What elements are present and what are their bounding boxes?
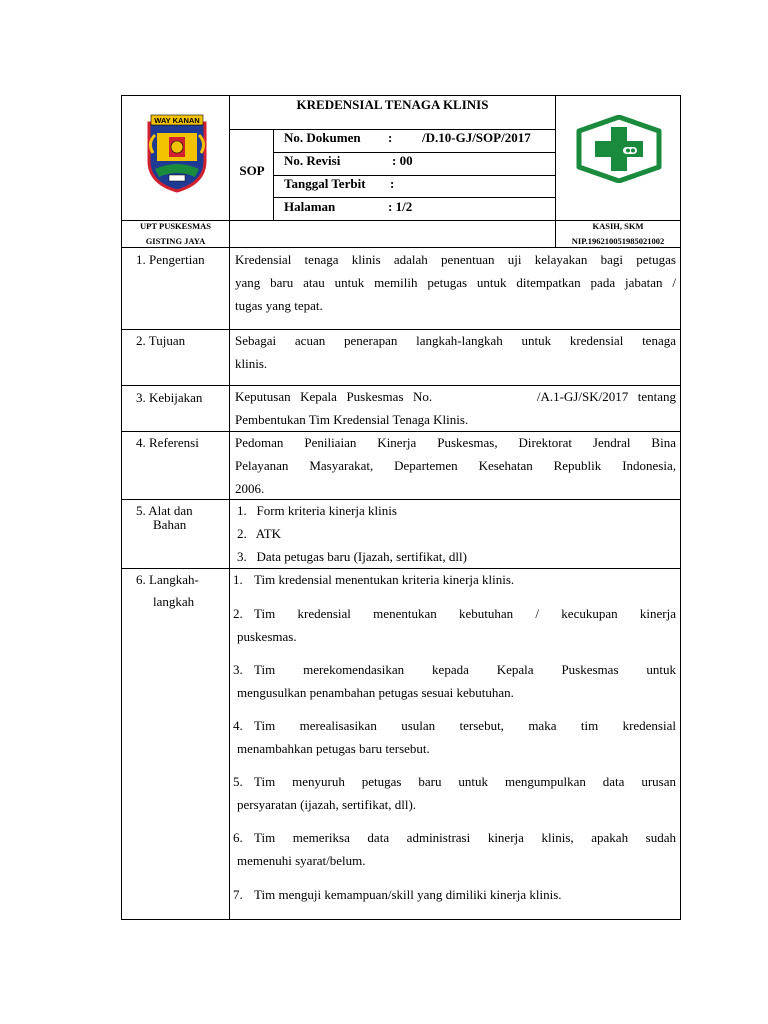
field-value-halaman: : 1/2 — [388, 199, 413, 214]
signatory-nip: NIP.196210051985021002 — [571, 236, 665, 246]
org-name: UPT PUSKESMAS — [140, 221, 211, 231]
section-text-pengertian — [235, 248, 676, 317]
field-value-no-revisi: : 00 — [392, 153, 413, 168]
section-label-kebijakan: 3. Kebijakan — [136, 390, 203, 405]
step-number: 2. — [233, 606, 243, 621]
section-text-tujuan — [235, 329, 676, 375]
text-line: klinis. — [235, 356, 268, 371]
logo-label: WAY KANAN — [154, 116, 200, 125]
step-text-cont: puskesmas. — [237, 629, 297, 644]
step-text — [254, 826, 676, 849]
section-label-alat-cont: Bahan — [153, 517, 187, 532]
field-sep-no-dokumen: : — [388, 130, 393, 145]
field-value-no-dokumen: /D.10-GJ/SOP/2017 — [422, 130, 531, 145]
step-number: 4. — [233, 718, 243, 733]
step-text — [254, 770, 676, 793]
section-label-langkah-cont: langkah — [153, 594, 195, 609]
step-number: 7. — [233, 887, 243, 902]
signatory-name: KASIH, SKM — [592, 221, 644, 231]
text-line: yang baru atau untuk memilih petugas untuk ditempatkan pada jabatan / — [235, 275, 676, 290]
grid-line — [229, 247, 230, 920]
text-line: tugas yang tepat. — [235, 298, 323, 313]
step-text-cont: mengusulkan penambahan petugas sesuai kebutuhan. — [237, 685, 514, 700]
field-sep-tanggal-terbit: : — [390, 176, 395, 191]
step-text-cont: memenuhi syarat/belum. — [237, 853, 366, 868]
step-text — [254, 568, 676, 591]
text-line: Pembentukan Tim Kredensial Tenaga Klinis. — [235, 412, 469, 427]
text-line: 2006. — [235, 481, 265, 496]
text-line: Kredensial tenaga klinis adalah penentuan uji kelayakan bagi petugas — [235, 252, 676, 267]
field-label-no-dokumen: No. Dokumen — [284, 130, 361, 145]
puskesmas-logo — [573, 115, 665, 183]
text-line: Tim merekomendasikan kepada Kepala Puskesmas untuk — [254, 662, 676, 677]
text-line: Pelayanan Masyarakat, Departemen Kesehatan Republik Indonesia, — [235, 458, 676, 473]
text-line: Tim merealisasikan usulan tersebut, maka tim kredensial — [254, 718, 676, 733]
text-line: Keputusan Kepala Puskesmas No. /A.1-GJ/SK/2017 tentang — [235, 389, 676, 404]
sop-label: SOP — [239, 163, 265, 178]
document-title: KREDENSIAL TENAGA KLINIS — [296, 97, 489, 112]
step-text — [254, 658, 676, 681]
step-text-cont: menambahkan petugas baru tersebut. — [237, 741, 430, 756]
section-label-referensi: 4. Referensi — [136, 435, 199, 450]
list-item: 3. Data petugas baru (Ijazah, sertifikat, dll) — [237, 549, 467, 564]
step-number: 3. — [233, 662, 243, 677]
step-number: 6. — [233, 830, 243, 845]
step-text-cont: persyaratan (ijazah, sertifikat, dll). — [237, 797, 417, 812]
list-item: 1. Form kriteria kinerja klinis — [237, 503, 397, 518]
text-line: Sebagai acuan penerapan langkah-langkah untuk kredensial tenaga — [235, 333, 676, 348]
step-number: 1. — [233, 572, 243, 587]
text-line: Pedoman Peniliaian Kinerja Puskesmas, Direktorat Jendral Bina — [235, 435, 676, 450]
step-text — [254, 883, 676, 906]
org-location: GISTING JAYA — [145, 236, 206, 246]
field-label-no-revisi: No. Revisi — [284, 153, 341, 168]
text-line: Tim menyuruh petugas baru untuk mengumpulkan data urusan — [254, 774, 676, 789]
field-label-halaman: Halaman — [284, 199, 336, 214]
text-line: Tim memeriksa data administrasi kinerja klinis, apakah sudah — [254, 830, 676, 845]
section-label-alat: 5. Alat dan — [136, 503, 193, 518]
section-text-kebijakan — [235, 385, 676, 431]
grid-line — [273, 197, 556, 198]
step-text — [254, 602, 676, 625]
list-item: 2. ATK — [237, 526, 282, 541]
section-text-referensi — [235, 431, 676, 500]
text-line: Tim kredensial menentukan kriteria kinerja klinis. — [254, 572, 515, 587]
section-label-tujuan: 2. Tujuan — [136, 333, 186, 348]
field-label-tanggal-terbit: Tanggal Terbit — [284, 176, 366, 191]
step-number: 5. — [233, 774, 243, 789]
step-text — [254, 714, 676, 737]
way-kanan-logo — [143, 113, 211, 193]
text-line: Tim menguji kemampuan/skill yang dimiliki kinerja klinis. — [254, 887, 562, 902]
section-label-pengertian: 1. Pengertian — [136, 252, 205, 267]
text-line: Tim kredensial menentukan kebutuhan / kecukupan kinerja — [254, 606, 676, 621]
section-label-langkah: 6. Langkah- — [136, 572, 199, 587]
